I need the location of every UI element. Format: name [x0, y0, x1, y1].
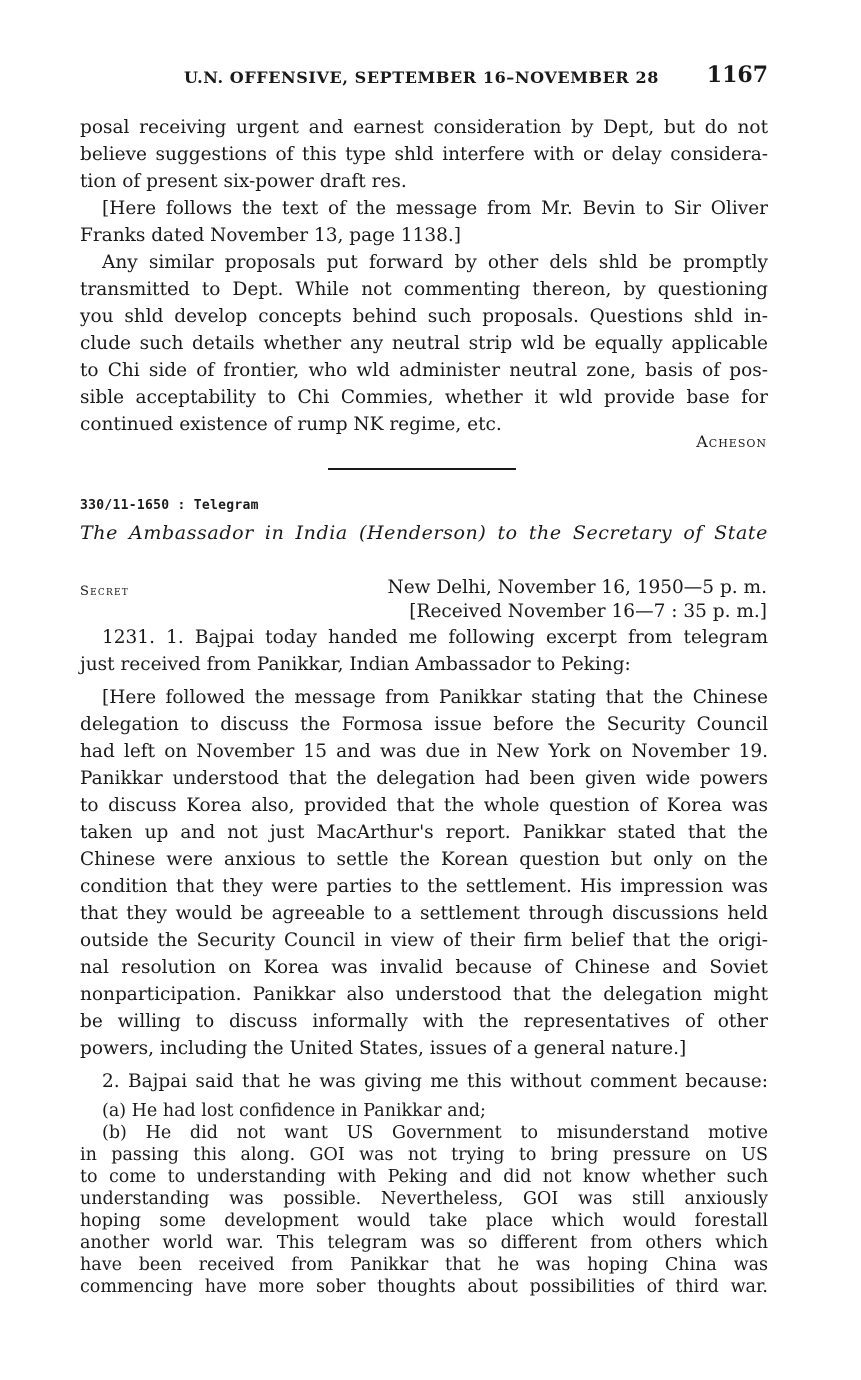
text-line: to discuss Korea also, provided that the whole question of Korea was	[80, 795, 768, 816]
page-number: 1167	[706, 62, 768, 88]
text-line: commencing have more sober thoughts about possibilities of third war.	[80, 1277, 768, 1297]
list-item: (b) He did not want US Government to misunderstand motive	[102, 1123, 768, 1143]
text-line: another world war. This telegram was so different from others which	[80, 1233, 768, 1253]
intro-paragraph	[80, 624, 768, 678]
text-line: Panikkar understood that the delegation had been given wide powers	[80, 768, 768, 789]
top-paragraphs	[80, 114, 768, 438]
text-line: had left on November 15 and was due in New York on November 19.	[80, 741, 768, 762]
text-line: powers, including the United States, issues of a general nature.]	[80, 1038, 687, 1059]
text-line: 2. Bajpai said that he was giving me this without comment because:	[102, 1071, 768, 1092]
point-two	[80, 1068, 768, 1095]
running-head-title: U.N. OFFENSIVE, SEPTEMBER 16–NOVEMBER 28	[184, 68, 659, 87]
text-line: to Chi side of frontier, who wld administer neutral zone, basis of pos-	[80, 360, 768, 381]
dateline	[388, 576, 768, 624]
editorial-note	[80, 684, 768, 1062]
text-line: Any similar proposals put forward by other dels shld be promptly	[102, 252, 768, 273]
text-line: you shld develop concepts behind such proposals. Questions shld in-	[80, 306, 768, 327]
text-line: that they would be agreeable to a settlement through discussions held	[80, 903, 768, 924]
classification-mark: Secret	[80, 584, 129, 599]
text-line: just received from Panikkar, Indian Ambassador to Peking:	[80, 654, 631, 675]
dateline-place-date: New Delhi, November 16, 1950—5 p. m.	[387, 577, 767, 598]
text-line: [Here follows the text of the message from Mr. Bevin to Sir Oliver	[102, 198, 768, 219]
text-line: posal receiving urgent and earnest consideration by Dept, but do not	[80, 117, 768, 138]
text-line: clude such details whether any neutral strip wld be equally applicable	[80, 333, 768, 354]
running-head	[80, 62, 768, 94]
text-line: be willing to discuss informally with the representatives of other	[80, 1011, 768, 1032]
text-line: sible acceptability to Chi Commies, whether it wld provide base for	[80, 387, 768, 408]
text-line: hoping some development would take place which would forestall	[80, 1211, 768, 1231]
text-line: nal resolution on Korea was invalid because of Chinese and Soviet	[80, 957, 768, 978]
text-line: have been received from Panikkar that he was hoping China was	[80, 1255, 768, 1275]
reasons-list	[80, 1100, 768, 1298]
text-line: understanding was possible. Nevertheless, GOI was still anxiously	[80, 1189, 768, 1209]
dateline-received: [Received November 16—7 : 35 p. m.]	[409, 601, 767, 622]
text-line: tion of present six-power draft res.	[80, 171, 407, 192]
text-line: 1231. 1. Bajpai today handed me following excerpt from telegram	[102, 627, 768, 648]
text-line: Chinese were anxious to settle the Korean question but only on the	[80, 849, 768, 870]
text-line: taken up and not just MacArthur's report. Panikkar stated that the	[80, 822, 768, 843]
file-number: 330/11-1650 : Telegram	[80, 498, 259, 513]
text-line: outside the Security Council in view of their firm belief that the origi-	[80, 930, 768, 951]
section-divider	[328, 468, 516, 470]
text-line: continued existence of rump NK regime, etc.	[80, 414, 502, 435]
text-line: Franks dated November 13, page 1138.]	[80, 225, 461, 246]
text-line: condition that they were parties to the settlement. His impression was	[80, 876, 768, 897]
text-line: delegation to discuss the Formosa issue before the Security Council	[80, 714, 768, 735]
text-line: transmitted to Dept. While not commenting thereon, by questioning	[80, 279, 768, 300]
text-line: believe suggestions of this type shld interfere with or delay considera-	[80, 144, 768, 165]
text-line: in passing this along. GOI was not trying to bring pressure on US	[80, 1145, 768, 1165]
document-heading: The Ambassador in India (Henderson) to the Secretary of State	[80, 522, 768, 544]
signature: Acheson	[696, 432, 767, 451]
list-item: (a) He had lost confidence in Panikkar and;	[102, 1101, 486, 1121]
text-line: nonparticipation. Panikkar also understood that the delegation might	[80, 984, 768, 1005]
text-line: to come to understanding with Peking and did not know whether such	[80, 1167, 768, 1187]
text-line: [Here followed the message from Panikkar stating that the Chinese	[102, 687, 768, 708]
